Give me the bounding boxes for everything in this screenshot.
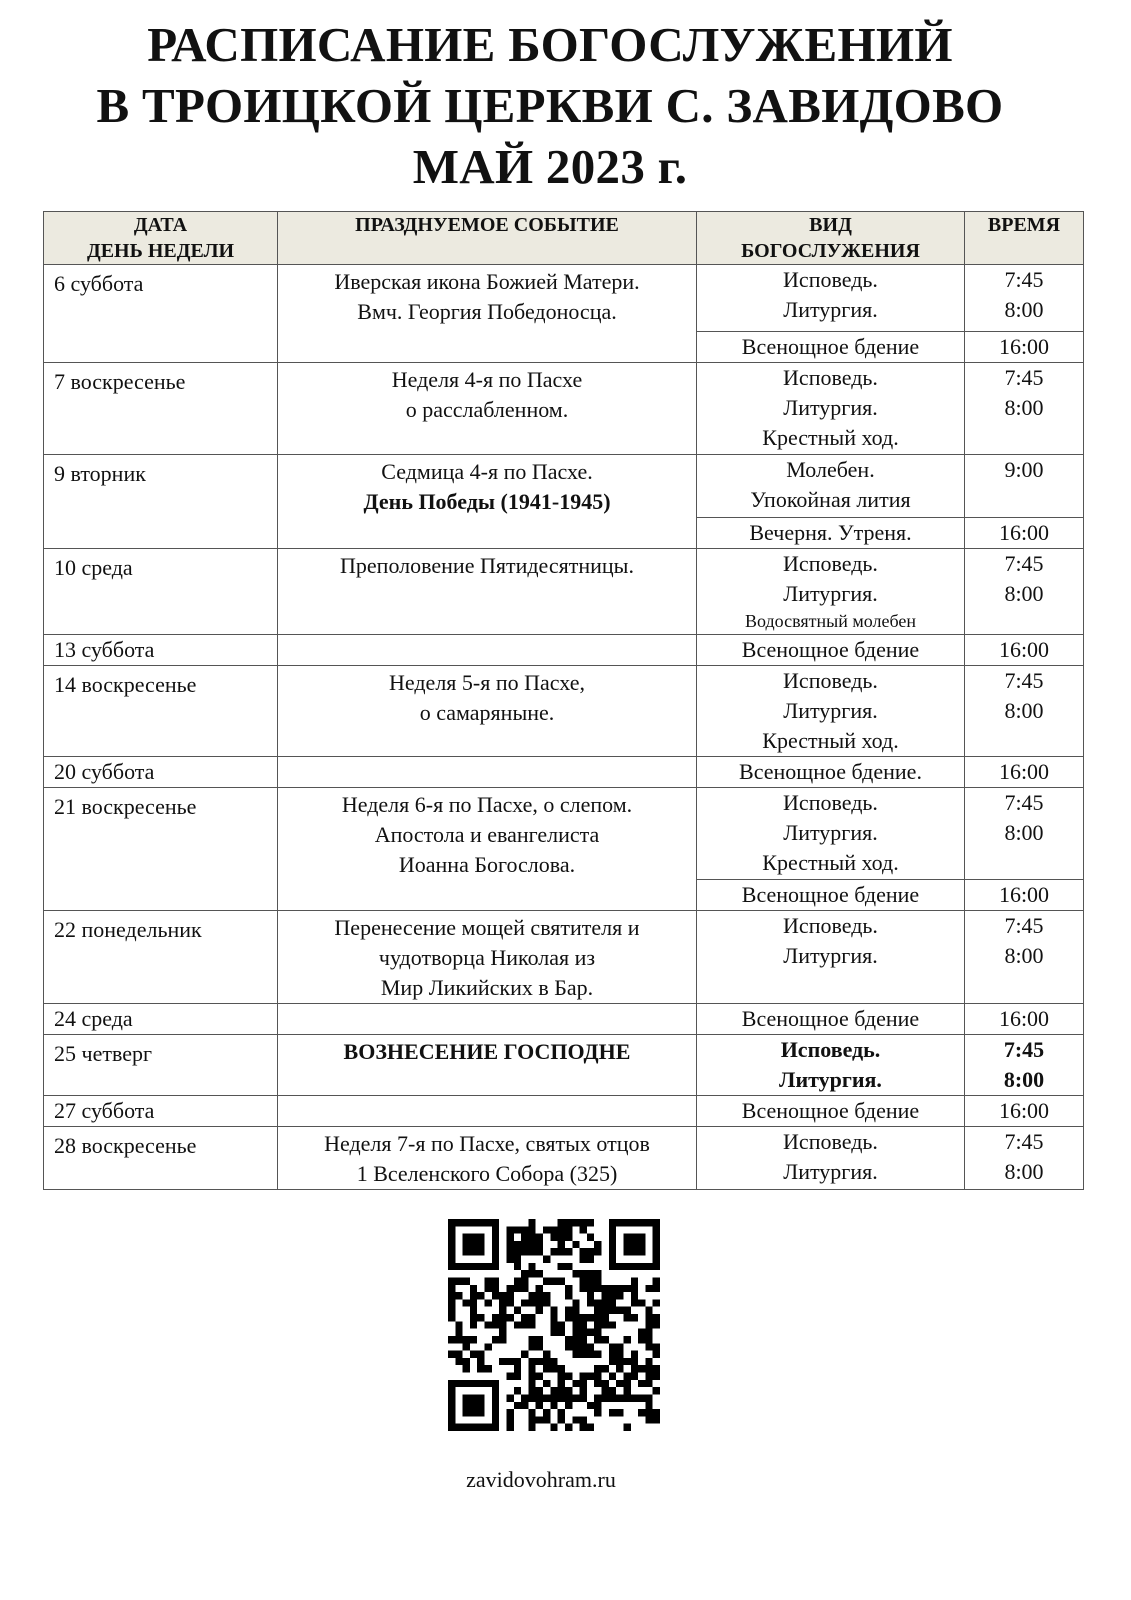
header-date-line2: ДЕНЬ НЕДЕЛИ [86,240,235,262]
event-line: Неделя 7-я по Пасхе, святых отцов [324,1131,650,1156]
table-row [44,455,1084,518]
service-cell: Всенощное бдение [697,1004,965,1035]
service-cell [697,455,965,518]
event-line: Неделя 6-я по Пасхе, о слепом. [341,792,633,817]
date-cell: 22 понедельник [44,911,278,1004]
event-line: Мир Ликийских в Бар. [380,975,594,1000]
event-cell [278,1035,697,1096]
service-cell [697,265,965,332]
event-cell [278,635,697,666]
event-line: ВОЗНЕСЕНИЕ ГОСПОДНЕ [343,1039,631,1064]
event-line: чудотворца Николая из [378,945,596,970]
service-line: Литургия. [783,395,878,420]
service-cell [697,911,965,1004]
service-cell [697,1035,965,1096]
time-line: 8:00 [1004,581,1044,606]
event-cell [278,911,697,1004]
time-cell: 16:00 [965,757,1084,788]
service-line: Литургия. [783,820,878,845]
service-line: Исповедь. [783,551,878,576]
time-cell [965,911,1084,1004]
event-line: Перенесение мощей святителя и [334,915,640,940]
time-cell [965,549,1084,635]
time-line: 7:45 [1004,668,1044,693]
date-cell: 6 суббота [44,265,278,363]
service-cell: Всенощное бдение [697,880,965,911]
qr-code[interactable] [448,1219,660,1431]
title-line-3: МАЙ 2023 г. [412,139,688,194]
event-cell [278,265,697,363]
service-cell [697,788,965,880]
table-row [44,363,1084,455]
service-cell [697,666,965,757]
time-line: 7:45 [1004,551,1044,576]
service-cell [697,1127,965,1190]
time-cell: 16:00 [965,880,1084,911]
time-line: 8:00 [1004,395,1044,420]
page-title [0,14,1100,197]
event-cell [278,549,697,635]
table-row [44,1096,1084,1127]
header-event: ПРАЗДНУЕМОЕ СОБЫТИЕ [278,212,697,265]
event-cell [278,757,697,788]
event-cell [278,666,697,757]
service-line: Исповедь. [783,790,878,815]
time-cell [965,455,1084,518]
schedule-table [43,211,1084,1190]
date-cell: 25 четверг [44,1035,278,1096]
table-row [44,635,1084,666]
title-line-2: В ТРОИЦКОЙ ЦЕРКВИ С. ЗАВИДОВО [96,78,1004,133]
table-row [44,265,1084,332]
event-line: о самаряныне. [419,700,555,725]
service-line: Литургия. [783,943,878,968]
date-cell: 9 вторник [44,455,278,549]
service-line: Исповедь. [783,913,878,938]
service-line: Литургия. [783,698,878,723]
time-cell [965,1127,1084,1190]
time-cell: 16:00 [965,518,1084,549]
time-cell [965,265,1084,332]
table-row [44,549,1084,635]
time-line: 7:45 [1004,365,1044,390]
service-cell: Вечерня. Утреня. [697,518,965,549]
event-line: Неделя 5-я по Пасхе, [389,670,585,695]
event-cell [278,1127,697,1190]
title-line-1: РАСПИСАНИЕ БОГОСЛУЖЕНИЙ [147,17,953,72]
event-line: День Победы (1941-1945) [363,489,611,514]
time-line: 8:00 [1004,698,1044,723]
service-line: Водосвятный молебен [744,611,917,631]
event-line: Неделя 4-я по Пасхе [391,367,583,392]
event-line: Седмица 4-я по Пасхе. [381,459,593,484]
time-cell: 16:00 [965,1004,1084,1035]
event-line: о расслабленном. [405,397,569,422]
header-service [697,212,965,265]
service-line: Исповедь. [783,1129,878,1154]
service-cell: Всенощное бдение [697,635,965,666]
table-header-row [44,212,1084,265]
time-cell [965,363,1084,455]
service-line: Исповедь. [783,365,878,390]
time-line: 8:00 [1004,820,1044,845]
table-row [44,911,1084,1004]
time-line: 7:45 [1004,1129,1044,1154]
time-cell [965,666,1084,757]
service-line: Исповедь. [783,668,878,693]
date-cell: 28 воскресенье [44,1127,278,1190]
service-line: Крестный ход. [762,425,899,450]
service-cell: Всенощное бдение. [697,757,965,788]
service-cell: Всенощное бдение [697,1096,965,1127]
service-line: Литургия. [783,1159,878,1184]
service-cell: Всенощное бдение [697,332,965,363]
service-line: Литургия. [783,581,878,606]
event-cell [278,455,697,549]
event-line: 1 Вселенского Собора (325) [356,1161,618,1186]
service-line: Литургия. [783,297,878,322]
time-line: 8:00 [1004,1159,1044,1184]
header-service-line2: БОГОСЛУЖЕНИЯ [741,240,920,262]
event-line: Иверская икона Божией Матери. [334,269,640,294]
table-row [44,1127,1084,1190]
header-time: ВРЕМЯ [965,212,1084,265]
date-cell: 14 воскресенье [44,666,278,757]
time-line: 7:45 [1004,267,1044,292]
time-line: 9:00 [1004,457,1044,482]
event-cell [278,1096,697,1127]
date-cell: 7 воскресенье [44,363,278,455]
service-line: Исповедь. [783,267,878,292]
time-cell: 16:00 [965,332,1084,363]
table-row [44,1035,1084,1096]
time-cell: 16:00 [965,635,1084,666]
date-cell: 27 суббота [44,1096,278,1127]
service-line: Упокойная лития [750,487,911,512]
service-line: Литургия. [779,1067,882,1092]
service-line: Крестный ход. [762,850,899,875]
service-cell [697,363,965,455]
service-line: Молебен. [786,457,875,482]
date-cell: 13 суббота [44,635,278,666]
website-url[interactable]: zavidovohram.ru [466,1467,616,1492]
table-row [44,788,1084,880]
table-row [44,757,1084,788]
time-line: 8:00 [1003,1067,1045,1092]
event-line: Иоанна Богослова. [398,852,576,877]
event-cell [278,363,697,455]
service-cell [697,549,965,635]
time-cell: 16:00 [965,1096,1084,1127]
table-row [44,1004,1084,1035]
time-cell [965,788,1084,880]
time-cell [965,1035,1084,1096]
event-line: Апостола и евангелиста [374,822,600,847]
header-service-line1: ВИД [809,214,852,236]
service-line: Крестный ход. [762,728,899,753]
service-line: Исповедь. [780,1037,881,1062]
event-cell [278,788,697,911]
date-cell: 10 среда [44,549,278,635]
header-date-line1: ДАТА [133,214,188,236]
event-line: Вмч. Георгия Победоносца. [357,299,617,324]
date-cell: 24 среда [44,1004,278,1035]
date-cell: 21 воскресенье [44,788,278,911]
time-line: 8:00 [1004,297,1044,322]
header-date [44,212,278,265]
event-line: Преполовение Пятидесятницы. [340,553,634,578]
table-row [44,666,1084,757]
time-line: 7:45 [1004,790,1044,815]
event-cell [278,1004,697,1035]
time-line: 7:45 [1003,1037,1045,1062]
time-line: 7:45 [1004,913,1044,938]
time-line: 8:00 [1004,943,1044,968]
date-cell: 20 суббота [44,757,278,788]
